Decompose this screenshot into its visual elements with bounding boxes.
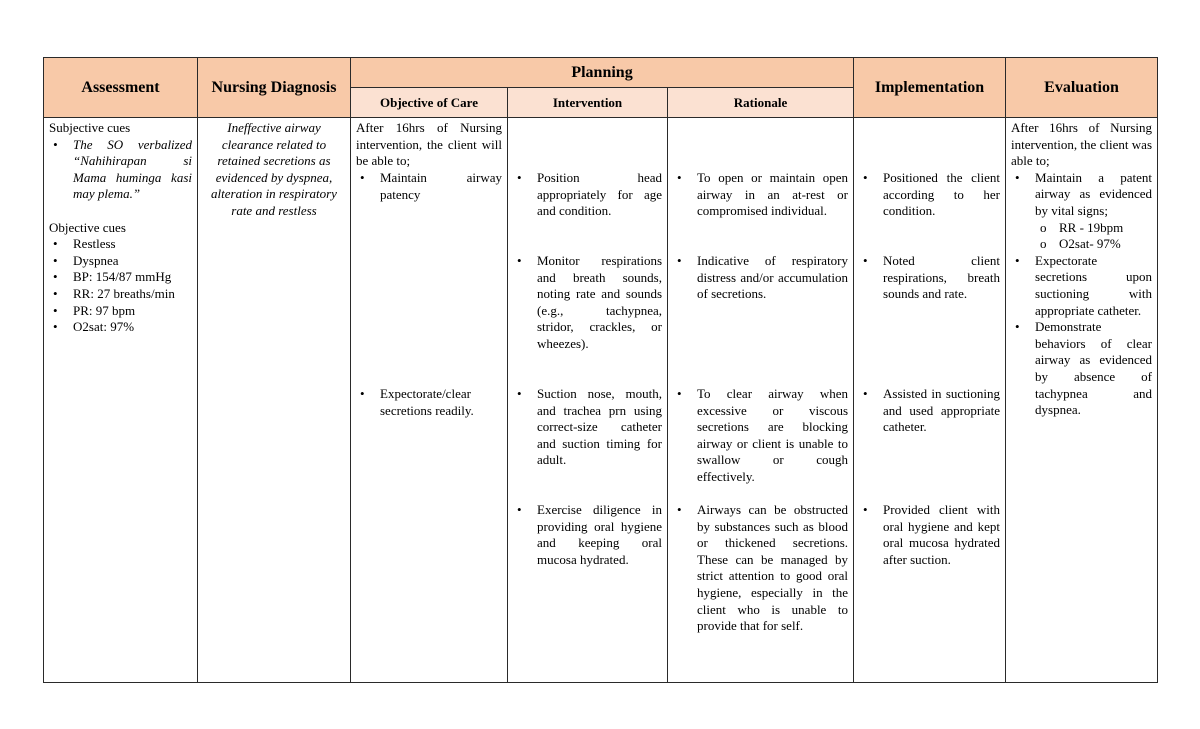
objective-cue-item: • RR: 27 breaths/min	[49, 286, 192, 303]
rationale-cell	[668, 118, 854, 683]
subjective-cue-item: • The SO verbalized “Nahihirapan si Mama huminga kasi may plema.”	[49, 137, 192, 203]
objective-cue-item: • PR: 97 bpm	[49, 303, 192, 320]
intervention-item: • Exercise diligence in providing oral hygiene and keeping oral mucosa hydrated.	[513, 502, 662, 568]
header-rationale: Rationale	[668, 88, 854, 118]
implementation-cell	[854, 118, 1006, 683]
rationale-item: • To clear airway when excessive or viscous secretions are blocking airway or client is unable to swallow or cough effectively.	[673, 386, 848, 486]
implementation-item: • Noted client respirations, breath sounds and rate.	[859, 253, 1000, 303]
evaluation-item: • Expectorate secretions upon suctioning with appropriate catheter.	[1011, 253, 1152, 319]
rationale-item: • Indicative of respiratory distress and/or accumulation of secretions.	[673, 253, 848, 303]
implementation-item: • Positioned the client according to her condition.	[859, 170, 1000, 220]
objective-intro: After 16hrs of Nursing intervention, the client will be able to;	[356, 120, 502, 169]
intervention-item: • Monitor respirations and breath sounds, noting rate and sounds (e.g., tachypnea, stridor, crackles, or wheezes).	[513, 253, 662, 353]
objective-cues-label: Objective cues	[49, 219, 126, 235]
intervention-cell	[508, 118, 668, 683]
header-nursing-diagnosis: Nursing Diagnosis	[198, 58, 351, 118]
evaluation-vital: o RR - 19bpm	[1035, 220, 1152, 237]
evaluation-cell	[1006, 118, 1158, 683]
intervention-item: • Position head appropriately for age and condition.	[513, 170, 662, 220]
implementation-item: • Provided client with oral hygiene and kept oral mucosa hydrated after suction.	[859, 502, 1000, 568]
assessment-cell	[44, 118, 198, 683]
intervention-item: • Suction nose, mouth, and trachea prn using correct-size catheter and suction timing for adult.	[513, 386, 662, 469]
header-assessment: Assessment	[44, 58, 198, 118]
objective-cue-item: • O2sat: 97%	[49, 319, 192, 336]
evaluation-item	[1011, 170, 1152, 253]
evaluation-vital: o O2sat- 97%	[1035, 236, 1152, 253]
subjective-cues-label: Subjective cues	[49, 120, 131, 135]
diagnosis-cell	[198, 118, 351, 683]
evaluation-intro: After 16hrs of Nursing intervention, the client was able to;	[1011, 120, 1153, 169]
implementation-item: • Assisted in suctioning and used appropriate catheter.	[859, 386, 1000, 436]
header-implementation: Implementation	[854, 58, 1006, 118]
header-objective-of-care: Objective of Care	[351, 88, 508, 118]
header-planning: Planning	[351, 58, 854, 88]
objective-item: • Expectorate/clear secretions readily.	[356, 386, 502, 419]
diagnosis-text: Ineffective airway clearance related to retained secretions as evidenced by dyspnea, alteration in respiratory rate and restless	[211, 120, 337, 218]
objective-cue-item: • BP: 154/87 mmHg	[49, 269, 192, 286]
rationale-item: • Airways can be obstructed by substances such as blood or thickened secretions. These can be managed by strict attention to good oral hygiene, especially in the client who is unable to provide that for self.	[673, 502, 848, 635]
header-intervention: Intervention	[508, 88, 668, 118]
header-evaluation: Evaluation	[1006, 58, 1158, 118]
evaluation-item-text: Maintain a patent airway as evidenced by vital signs;	[1035, 169, 1153, 218]
objective-of-care-cell	[351, 118, 508, 683]
objective-item: • Maintain airway patency	[356, 170, 502, 203]
objective-cue-item: • Dyspnea	[49, 253, 192, 270]
nursing-care-plan-table	[43, 57, 1158, 683]
rationale-item: • To open or maintain open airway in an at-rest or compromised individual.	[673, 170, 848, 220]
evaluation-item: • Demonstrate behaviors of clear airway as evidenced by absence of tachypnea and dyspnea.	[1011, 319, 1152, 419]
objective-cue-item: • Restless	[49, 236, 192, 253]
